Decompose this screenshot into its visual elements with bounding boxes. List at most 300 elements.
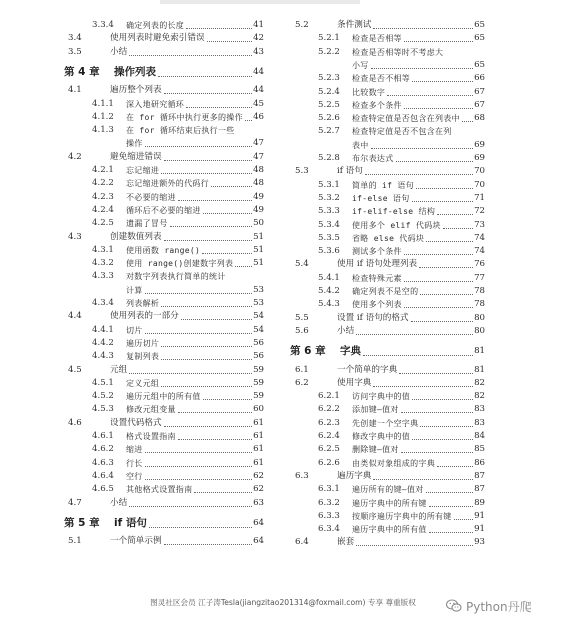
toc-entry[interactable] xyxy=(68,418,264,429)
toc-entry[interactable] xyxy=(318,33,485,44)
toc-entry[interactable] xyxy=(318,100,485,111)
toc-entry[interactable] xyxy=(295,20,485,31)
toc-entry[interactable] xyxy=(318,524,485,535)
toc-entry-page: 50 xyxy=(253,218,264,229)
leader-dots xyxy=(371,147,473,149)
toc-entry-page: 77 xyxy=(474,272,485,283)
leader-dots xyxy=(207,40,253,42)
toc-entry-page: 67 xyxy=(474,86,485,97)
toc-entry-title: 设置代码格式 xyxy=(110,417,162,428)
toc-entry-title: 操作 xyxy=(126,139,143,149)
toc-entry-title: 行长 xyxy=(126,458,143,468)
leader-dots xyxy=(412,80,473,82)
toc-entry[interactable] xyxy=(295,537,485,548)
toc-entry-page: 89 xyxy=(474,497,485,508)
toc-entry-title: 设置 if 语句的格式 xyxy=(337,312,409,323)
toc-entry[interactable] xyxy=(318,153,485,164)
toc-entry-number: 第 5 章 xyxy=(64,516,100,529)
wechat-watermark xyxy=(446,595,561,617)
toc-entry-page: 63 xyxy=(253,497,264,508)
toc-entry-page: 44 xyxy=(253,85,264,96)
leader-dots xyxy=(145,145,252,147)
toc-entry[interactable] xyxy=(126,285,264,296)
leader-dots xyxy=(404,280,473,282)
leader-dots xyxy=(203,398,252,400)
leader-dots xyxy=(356,544,473,546)
leader-dots xyxy=(202,252,252,254)
toc-entry-page: 53 xyxy=(253,298,264,308)
toc-entry-title: 使用函数 range() xyxy=(126,245,201,255)
toc-entry[interactable] xyxy=(92,192,264,203)
toc-entry[interactable] xyxy=(92,378,264,389)
toc-entry-page: 65 xyxy=(474,20,485,30)
toc-entry-title: 遍历整个列表 xyxy=(110,85,162,96)
toc-entry[interactable] xyxy=(295,378,485,389)
toc-entry-title: 修改元组变量 xyxy=(126,405,176,415)
toc-entry-page: 81 xyxy=(474,364,485,375)
toc-entry-page: 42 xyxy=(253,33,264,44)
toc-entry-number: 4.3.1 xyxy=(92,244,114,255)
leader-dots xyxy=(454,518,473,520)
toc-entry-title: 小结 xyxy=(110,497,128,508)
toc-entry-number: 3.3.4 xyxy=(92,20,114,30)
toc-entry[interactable] xyxy=(318,113,485,124)
toc-entry-page: 87 xyxy=(474,484,485,495)
toc-entry-number: 4.1.1 xyxy=(92,98,114,109)
toc-entry-title: 一个简单的字典 xyxy=(337,364,398,375)
leader-dots xyxy=(443,227,473,229)
toc-entry-page: 65 xyxy=(474,59,485,70)
toc-entry[interactable] xyxy=(68,498,264,509)
toc-entry[interactable] xyxy=(318,286,485,297)
toc-entry[interactable] xyxy=(92,471,264,482)
toc-entry[interactable] xyxy=(68,152,264,163)
toc-entry-page: 49 xyxy=(253,191,264,202)
toc-entry-number: 第 6 章 xyxy=(290,345,326,358)
toc-entry[interactable] xyxy=(318,431,485,442)
leader-dots xyxy=(356,333,473,335)
leader-dots xyxy=(161,172,252,174)
toc-entry-page: 49 xyxy=(253,204,264,215)
toc-entry-page: 87 xyxy=(474,470,485,481)
toc-entry-page: 80 xyxy=(474,312,485,323)
leader-dots xyxy=(365,173,473,175)
toc-entry-title: 遍历字典中的所有值 xyxy=(352,525,427,535)
toc-entry[interactable] xyxy=(318,47,485,58)
toc-entry-title: 格式设置指南 xyxy=(126,432,176,441)
toc-entry-title: 创建数值列表 xyxy=(110,231,162,242)
toc-entry[interactable] xyxy=(318,73,485,84)
toc-entry-title: 对数字列表执行简单的统计 xyxy=(126,272,226,282)
toc-entry[interactable] xyxy=(295,166,485,177)
toc-entry-page: 69 xyxy=(474,139,485,150)
toc-entry[interactable] xyxy=(295,365,485,376)
toc-entry-title: 列表解析 xyxy=(126,299,160,308)
leader-dots xyxy=(164,543,252,545)
toc-entry-page: 64 xyxy=(253,517,264,528)
toc-entry[interactable] xyxy=(295,313,485,324)
toc-entry-title: 小写 xyxy=(352,60,369,70)
toc-entry-number: 5.3.2 xyxy=(318,192,340,203)
leader-dots xyxy=(373,385,473,387)
toc-entry-title: 添加键—值对 xyxy=(352,405,399,415)
toc-entry-page: 45 xyxy=(253,98,264,109)
toc-entry-title: 确定列表的长度 xyxy=(126,21,185,30)
toc-entry-number: 5.3.1 xyxy=(318,179,340,190)
toc-entry-number: 4.2.4 xyxy=(92,204,114,215)
leader-dots xyxy=(161,305,252,307)
toc-entry[interactable] xyxy=(318,458,485,469)
toc-entry-number: 5.2 xyxy=(295,20,309,30)
toc-entry[interactable] xyxy=(68,85,264,96)
toc-entry-number: 5.6 xyxy=(295,325,309,336)
toc-entry[interactable] xyxy=(92,444,264,455)
toc-entry-page: 59 xyxy=(253,364,264,375)
toc-entry-number: 4.3.4 xyxy=(92,298,114,308)
toc-entry[interactable] xyxy=(92,338,264,349)
toc-entry[interactable] xyxy=(68,47,264,58)
leader-dots xyxy=(373,27,473,29)
leader-dots xyxy=(181,318,252,320)
leader-dots xyxy=(371,67,473,69)
toc-entry-title: 遍历所有的键—值对 xyxy=(352,485,424,495)
toc-entry-number: 4.6.4 xyxy=(92,470,114,481)
toc-entry-page: 72 xyxy=(474,206,485,217)
toc-entry-title: 元组 xyxy=(110,364,128,375)
leader-dots xyxy=(129,372,252,374)
leader-dots xyxy=(145,332,252,334)
leader-dots xyxy=(404,306,473,308)
toc-entry-number: 4.4.1 xyxy=(92,324,114,335)
toc-entry-title: if 语句 xyxy=(337,166,363,177)
toc-entry-title: 省略 else 代码块 xyxy=(352,233,425,243)
leader-dots xyxy=(420,293,473,295)
toc-entry-title: 布尔表达式 xyxy=(352,154,394,163)
toc-entry[interactable] xyxy=(318,299,485,310)
toc-entry[interactable] xyxy=(92,125,264,136)
toc-entry[interactable] xyxy=(318,418,485,429)
toc-entry-title: 简单的 if 语句 xyxy=(352,180,414,190)
toc-entry[interactable] xyxy=(352,140,485,151)
toc-entry-title: 检查特定值是否不包含在列 xyxy=(352,127,452,137)
toc-entry-number: 6.1 xyxy=(295,364,309,375)
toc-entry-page: 61 xyxy=(253,431,264,441)
toc-entry[interactable] xyxy=(92,112,264,123)
leader-dots xyxy=(211,185,252,187)
leader-dots xyxy=(412,438,473,440)
toc-entry-number: 3.4 xyxy=(68,33,82,44)
toc-entry-title: 检查是否相等时不考虑大 xyxy=(352,47,444,57)
toc-entry[interactable] xyxy=(126,138,264,149)
leader-dots xyxy=(145,465,252,467)
toc-entry[interactable] xyxy=(68,365,264,376)
toc-entry[interactable] xyxy=(295,326,485,337)
toc-entry-page: 67 xyxy=(474,99,485,110)
toc-entry-title: 使用 range()创建数字列表 xyxy=(126,259,234,269)
toc-entry-number: 6.2.6 xyxy=(318,457,340,468)
leader-dots xyxy=(164,92,252,94)
chapter-entry[interactable] xyxy=(64,66,264,79)
toc-entry-title: 深入地研究循环 xyxy=(126,99,185,109)
toc-entry-title: if-elif-else 结构 xyxy=(352,207,436,217)
leader-dots xyxy=(437,213,473,215)
chapter-entry[interactable] xyxy=(290,345,485,358)
leader-dots xyxy=(420,425,473,427)
toc-entry-page: 83 xyxy=(474,404,485,415)
toc-entry[interactable] xyxy=(318,391,485,402)
leader-dots xyxy=(426,491,474,493)
leader-dots xyxy=(411,320,474,322)
toc-entry[interactable] xyxy=(318,87,485,98)
toc-entry-number: 4.2.5 xyxy=(92,218,114,229)
toc-entry-number: 6.2 xyxy=(295,377,309,388)
toc-entry-number: 4.2.1 xyxy=(92,165,114,175)
toc-entry-number: 5.2.5 xyxy=(318,99,340,110)
toc-entry[interactable] xyxy=(295,259,485,270)
toc-entry-number: 6.2.4 xyxy=(318,431,340,441)
toc-entry-title: if-else 语句 xyxy=(352,193,410,203)
toc-entry-number: 4.6 xyxy=(68,417,82,428)
toc-entry-title: 在 for 循环结束后执行一些 xyxy=(126,126,235,136)
leader-dots xyxy=(401,411,473,413)
toc-entry-page: 74 xyxy=(474,232,485,243)
leader-dots xyxy=(363,354,473,356)
toc-entry-number: 6.3.4 xyxy=(318,524,340,535)
toc-entry-number: 4.2.3 xyxy=(92,191,114,202)
toc-entry-page: 86 xyxy=(474,457,485,468)
toc-entry[interactable] xyxy=(68,311,264,322)
toc-entry[interactable] xyxy=(352,60,485,71)
toc-entry-number: 6.3.3 xyxy=(318,510,340,521)
toc-entry-title: 遍历字典 xyxy=(337,470,372,481)
toc-entry-number: 5.4.3 xyxy=(318,299,340,310)
toc-entry-page: 82 xyxy=(474,391,485,402)
toc-entry-number: 4.6.2 xyxy=(92,444,114,455)
toc-entry-title: 使用多个列表 xyxy=(352,300,402,310)
chapter-entry[interactable] xyxy=(64,517,264,530)
toc-entry-page: 81 xyxy=(474,346,485,357)
toc-entry[interactable] xyxy=(92,258,264,269)
toc-entry-page: 54 xyxy=(253,311,264,322)
toc-entry[interactable] xyxy=(92,484,264,495)
toc-entry-title: 一个简单示例 xyxy=(110,536,162,547)
toc-entry-page: 74 xyxy=(474,246,485,257)
leader-dots xyxy=(145,451,252,453)
toc-entry-title: 在 for 循环中执行更多的操作 xyxy=(126,112,243,122)
leader-dots xyxy=(429,531,473,533)
toc-entry-title: 操作列表 xyxy=(114,65,156,78)
toc-entry-title: 遍历元组中的所有值 xyxy=(126,392,201,402)
toc-entry-page: 69 xyxy=(474,153,485,163)
toc-entry-page: 85 xyxy=(474,444,485,455)
toc-entry-number: 4.7 xyxy=(68,497,82,508)
toc-entry-number: 5.3.5 xyxy=(318,232,340,243)
toc-entry-title: 比较数字 xyxy=(352,87,386,97)
leader-dots xyxy=(429,505,473,507)
leader-dots xyxy=(404,253,473,255)
toc-entry-title: 使用字典 xyxy=(337,377,372,388)
toc-entry-title: 复制列表 xyxy=(126,352,160,362)
toc-entry[interactable] xyxy=(318,126,485,137)
toc-entry-number: 5.3 xyxy=(295,166,309,177)
toc-entry[interactable] xyxy=(92,20,264,31)
toc-entry[interactable] xyxy=(92,351,264,362)
toc-entry[interactable] xyxy=(92,165,264,176)
toc-entry[interactable] xyxy=(92,178,264,189)
toc-entry[interactable] xyxy=(92,271,264,282)
toc-entry[interactable] xyxy=(318,193,485,204)
toc-entry[interactable] xyxy=(92,205,264,216)
leader-dots xyxy=(149,526,252,528)
leader-dots xyxy=(404,107,473,109)
toc-entry-title: 使用列表时避免索引错误 xyxy=(110,33,205,44)
toc-entry-number: 6.2.3 xyxy=(318,417,340,428)
toc-entry-title: 空行 xyxy=(126,471,143,481)
toc-entry[interactable] xyxy=(318,511,485,522)
leader-dots xyxy=(145,478,252,480)
toc-entry-title: 不必要的缩进 xyxy=(126,192,176,202)
leader-dots xyxy=(129,54,252,56)
toc-entry-title: 遍历字典中的所有键 xyxy=(352,498,427,508)
toc-entry-number: 第 4 章 xyxy=(64,65,100,78)
toc-entry-page: 78 xyxy=(474,299,485,310)
toc-entry-page: 71 xyxy=(474,192,485,203)
leader-dots xyxy=(416,187,473,189)
toc-entry-title: 使用多个 elif 代码块 xyxy=(352,220,441,230)
toc-entry-number: 5.2.4 xyxy=(318,86,340,97)
toc-entry-page: 61 xyxy=(253,457,264,468)
toc-entry-page: 47 xyxy=(253,138,264,149)
leader-dots xyxy=(387,94,473,96)
toc-entry-title: 小结 xyxy=(110,46,128,57)
toc-entry[interactable] xyxy=(92,298,264,309)
toc-entry-page: 78 xyxy=(474,286,485,296)
toc-entry-page: 54 xyxy=(253,324,264,335)
toc-entry-title: 计算 xyxy=(126,285,143,295)
toc-entry-page: 43 xyxy=(253,46,264,57)
toc-entry[interactable] xyxy=(318,233,485,244)
toc-entry[interactable] xyxy=(68,33,264,44)
toc-entry-page: 91 xyxy=(474,524,485,535)
toc-entry-number: 4.6.3 xyxy=(92,457,114,468)
toc-entry[interactable] xyxy=(295,471,485,482)
leader-dots xyxy=(373,478,473,480)
wechat-icon xyxy=(446,599,462,613)
toc-entry-page: 60 xyxy=(253,404,264,415)
toc-entry-page: 47 xyxy=(253,151,264,162)
leader-dots xyxy=(437,465,473,467)
toc-entry[interactable] xyxy=(318,180,485,191)
leader-dots xyxy=(178,199,252,201)
toc-entry-title: 字典 xyxy=(340,345,361,358)
toc-entry-number: 4.5 xyxy=(68,364,82,375)
toc-entry-page: 53 xyxy=(253,284,264,295)
toc-entry[interactable] xyxy=(92,99,264,110)
toc-entry-number: 4.2.2 xyxy=(92,178,114,189)
toc-entry-number: 5.3.4 xyxy=(318,219,340,230)
toc-entry-number: 5.2.3 xyxy=(318,73,340,84)
toc-entry-page: 44 xyxy=(253,66,264,77)
toc-entry-number: 4.5.1 xyxy=(92,377,114,388)
toc-entry[interactable] xyxy=(68,232,264,243)
toc-entry-number: 6.2.1 xyxy=(318,391,340,402)
toc-entry-number: 4.3 xyxy=(68,231,82,242)
toc-entry[interactable] xyxy=(92,431,264,442)
toc-entry-title: 遍历切片 xyxy=(126,338,160,348)
toc-entry-number: 5.4 xyxy=(295,259,309,270)
toc-entry-number: 4.3.3 xyxy=(92,271,114,282)
toc-entry[interactable] xyxy=(92,325,264,336)
toc-entry[interactable] xyxy=(318,273,485,284)
toc-entry-title: 切片 xyxy=(126,325,143,335)
copyright-footer: 图灵社区会员 江子涛Tesla(jiangzitao201314@foxmail.com) 专享 尊重版权 xyxy=(150,598,416,607)
leader-dots xyxy=(412,398,473,400)
leader-dots xyxy=(161,358,252,360)
toc-entry-title: 删除键—值对 xyxy=(352,445,399,455)
toc-entry-number: 5.2.6 xyxy=(318,113,340,124)
leader-dots xyxy=(158,75,252,77)
leader-dots xyxy=(129,505,252,507)
toc-entry[interactable] xyxy=(318,444,485,455)
toc-entry-title: 条件测试 xyxy=(337,20,372,30)
toc-entry-page: 64 xyxy=(253,536,264,547)
toc-entry-page: 80 xyxy=(474,325,485,336)
toc-entry-title: 测试多个条件 xyxy=(352,247,402,257)
toc-entry-title: 定义元组 xyxy=(126,378,160,388)
toc-entry-number: 6.3.2 xyxy=(318,497,340,508)
toc-entry[interactable] xyxy=(318,206,485,217)
leader-dots xyxy=(396,160,474,162)
toc-entry-title: 表中 xyxy=(352,140,369,150)
toc-entry-number: 4.5.3 xyxy=(92,404,114,415)
toc-entry[interactable] xyxy=(92,245,264,256)
toc-entry[interactable] xyxy=(318,246,485,257)
toc-entry-number: 5.1 xyxy=(68,536,82,547)
toc-entry[interactable] xyxy=(318,498,485,509)
toc-entry-number: 4.4 xyxy=(68,311,82,322)
toc-entry-page: 62 xyxy=(253,484,264,495)
toc-entry-page: 61 xyxy=(253,444,264,455)
toc-entry[interactable] xyxy=(318,220,485,231)
toc-entry-number: 4.6.5 xyxy=(92,484,114,495)
toc-entry-page: 65 xyxy=(474,33,485,44)
toc-entry-page: 41 xyxy=(253,20,264,30)
toc-entry[interactable] xyxy=(68,536,264,547)
toc-entry-page: 51 xyxy=(253,244,264,255)
leader-dots xyxy=(245,119,252,121)
leader-dots xyxy=(426,240,473,242)
toc-entry[interactable] xyxy=(92,404,264,415)
toc-entry[interactable] xyxy=(92,391,264,402)
toc-entry-title: 缩进 xyxy=(126,445,143,455)
leader-dots xyxy=(164,159,252,161)
toc-entry[interactable] xyxy=(92,218,264,229)
toc-entry-number: 5.2.7 xyxy=(318,126,340,137)
toc-entry-number: 6.2.5 xyxy=(318,444,340,455)
toc-entry[interactable] xyxy=(318,404,485,415)
toc-entry-number: 4.5.2 xyxy=(92,391,114,402)
toc-entry-title: if 语句 xyxy=(114,516,147,529)
toc-entry-number: 6.3.1 xyxy=(318,484,340,495)
toc-entry-page: 66 xyxy=(474,73,485,84)
toc-entry[interactable] xyxy=(318,484,485,495)
toc-entry[interactable] xyxy=(92,458,264,469)
leader-dots xyxy=(164,425,252,427)
leader-dots xyxy=(419,266,473,268)
leader-dots xyxy=(186,27,252,29)
toc-entry-number: 5.5 xyxy=(295,312,309,323)
leader-dots xyxy=(164,239,252,241)
